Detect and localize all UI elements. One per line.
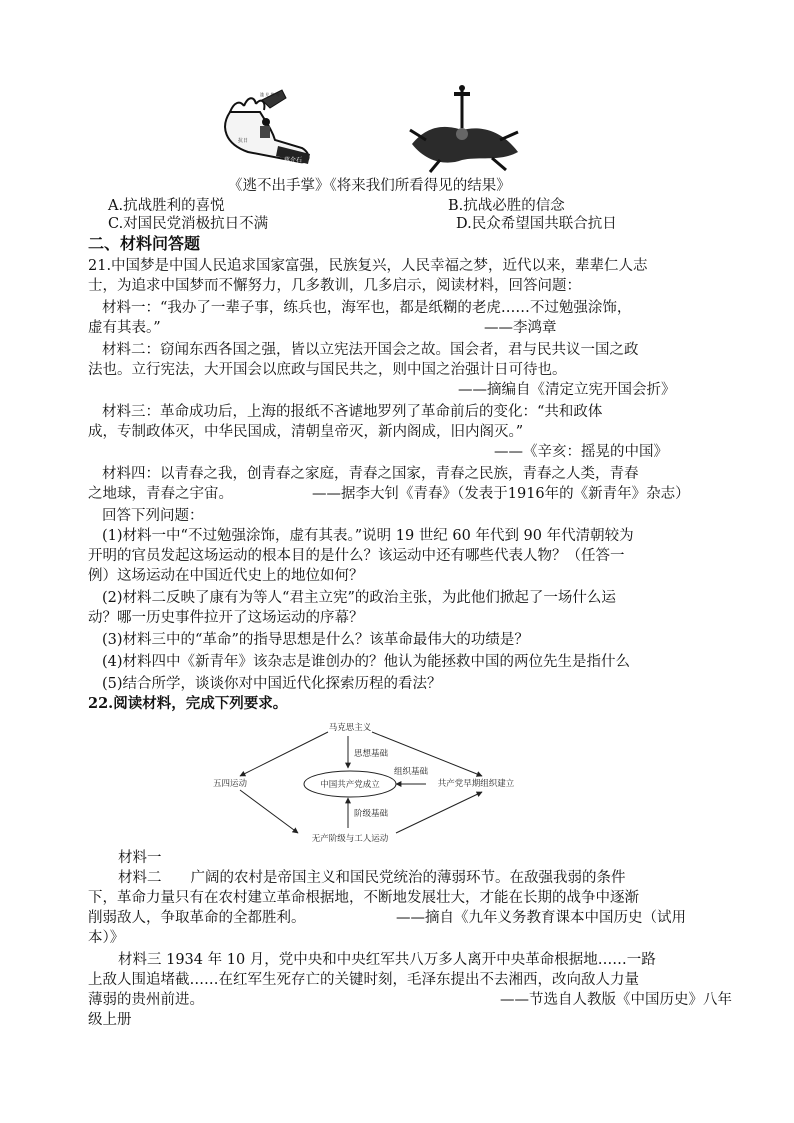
arrow-bottom-to-right [396,792,482,833]
cartoon-palm-figure [225,90,310,164]
q21-material-4-source: ——据李大钊《青春》（发表于1916年的《新青年》杂志） [312,486,690,502]
q21-material-2-line-2: 法也。立行宪法，大开国会以庶政与国民共之，则中国之治强计日可待也。 [88,362,567,378]
q22-material-3-line-2: 上敌人围追堵截……在红军生死存亡的关键时刻，毛泽东提出不去湘西，改向敌人力量 [88,972,639,988]
q21-question-3: (3)材料三中的“革命”的指导思想是什么？该革命最伟大的功绩是？ [102,632,529,648]
diagram-label-class: 阶级基础 [354,809,389,819]
q21-intro-line-2: 士，为追求中国梦而不懈努力，几多教训，几多启示，阅读材料，回答问题： [88,278,581,294]
diagram-node-bottom: 无产阶级与工人运动 [311,834,389,844]
diagram-node-center: 中国共产党成立 [320,780,380,790]
arrow-left-to-bottom [240,790,298,833]
option-a: A.抗战胜利的喜悦 [108,198,225,214]
q21-material-2-source: ——摘编自《清定立宪开国会折》 [458,382,676,398]
q21-question-2-line-2: 动？哪一历史事件拉开了这场运动的序幕？ [88,610,364,626]
q22-material-3-line-1: 材料三 1934 年 10 月，党中央和中央红军共八万多人离开中央革命根据地……一路 [118,952,656,968]
q21-material-2-line-1: 材料二：窃闻东西各国之强，皆以立宪法开国会之故。国会者，君与民共议一国之政 [102,342,639,358]
q22-material-2-line-3: 削弱敌人，争取革命的全都胜利。 [88,910,306,926]
party-founding-diagram [200,718,540,848]
q21-material-3-line-1: 材料三：革命成功后，上海的报纸不吝谑地罗列了革命前后的变化：“共和政体 [102,404,603,420]
q21-material-3-source: ——《辛亥：摇晃的中国》 [494,444,668,460]
cartoon-images [200,82,600,174]
q22-material-1-label: 材料一 [118,850,162,866]
diagram-label-ideology: 思想基础 [354,749,389,759]
cartoon-banner-text: 滥 兑 换 券 [260,92,280,97]
q21-intro-line-1: 21.中国梦是中国人民追求国家富强，民族复兴，人民幸福之梦，近代以来，辈辈仁人志 [88,258,648,274]
option-c: C.对国民党消极抗日不满 [108,216,269,232]
section-title: 二、材料问答题 [88,234,201,253]
q21-material-1-source: ——李鸿章 [484,320,557,336]
q21-question-1-line-3: 例）这场运动在中国近代史上的地位如何？ [88,568,364,584]
diagram-node-top: 马克思主义 [328,723,372,733]
cartoon-stamp-text: 抗日 [238,138,249,144]
q22-material-2-line-4: 本）》 [88,930,125,946]
q22-material-3-line-4: 级上册 [88,1012,132,1028]
q21-material-3-line-2: 成，专制政体灭，中华民国成，清朝皇帝灭，新内阁成，旧内阁灭。” [88,424,524,440]
option-d: D.民众希望国共联合抗日 [456,216,617,232]
option-b: B.抗战必胜的信念 [448,198,565,214]
q21-material-1-line-2: 虚有其表。” [88,320,161,336]
q22-material-2-line-1: 材料二 广阔的农村是帝国主义和国民党统治的薄弱环节。在敌强我弱的条件 [118,870,626,886]
q22-material-2-source: ——摘自《九年义务教育课本中国历史（试用 [396,910,686,926]
diagram-node-left: 五四运动 [212,779,248,789]
cartoon-cuff-text: 蒋介石 [284,157,303,164]
q21-question-4: (4)材料四中《新青年》该杂志是谁创办的？他认为能拯救中国的两位先生是指什么 [102,654,631,670]
q21-question-1-line-1: (1)材料一中“不过勉强涂饰，虚有其表。”说明 19 世纪 60 年代到 90 年代清朝较为 [102,528,634,544]
q21-material-4-line-1: 材料四：以青春之我，创青春之家庭，青春之国家，青春之民族，青春之人类，青春 [102,466,639,482]
cartoon-caption: 《逃不出手掌》《将来我们所看得见的结果》 [228,178,511,194]
q22-title: 22.阅读材料，完成下列要求。 [88,695,288,712]
q21-question-2-line-1: (2)材料二反映了康有为等人“君主立宪”的政治主张，为此他们掀起了一场什么运 [102,590,616,606]
q22-material-2-line-2: 下，革命力量只有在农村建立革命根据地，不断地发展壮大，才能在长期的战争中逐渐 [88,890,639,906]
q21-question-5: (5)结合所学，谈谈你对中国近代化探索历程的看法？ [102,676,442,692]
q22-material-3-line-3: 薄弱的贵州前进。 [88,992,204,1008]
q21-answer-prompt: 回答下列问题： [102,508,204,524]
q21-question-1-line-2: 开明的官员发起这场运动的根本目的是什么？该运动中还有哪些代表人物？（任答一 [88,548,625,564]
q21-material-1-line-1: 材料一：“我办了一辈子事，练兵也，海军也，都是纸糊的老虎……不过勉强涂饰， [102,300,632,316]
cartoon-illustrations [200,82,600,174]
q22-material-3-source: ——节选自人教版《中国历史》八年 [500,992,732,1008]
diagram-node-right: 共产党早期组织建立 [437,779,515,789]
cartoon-sword-figure [410,85,518,172]
arrow-top-to-left [240,732,328,776]
diagram-label-organization: 组织基础 [394,767,429,777]
q21-material-4-line-2: 之地球，青春之宇宙。 [88,486,233,502]
